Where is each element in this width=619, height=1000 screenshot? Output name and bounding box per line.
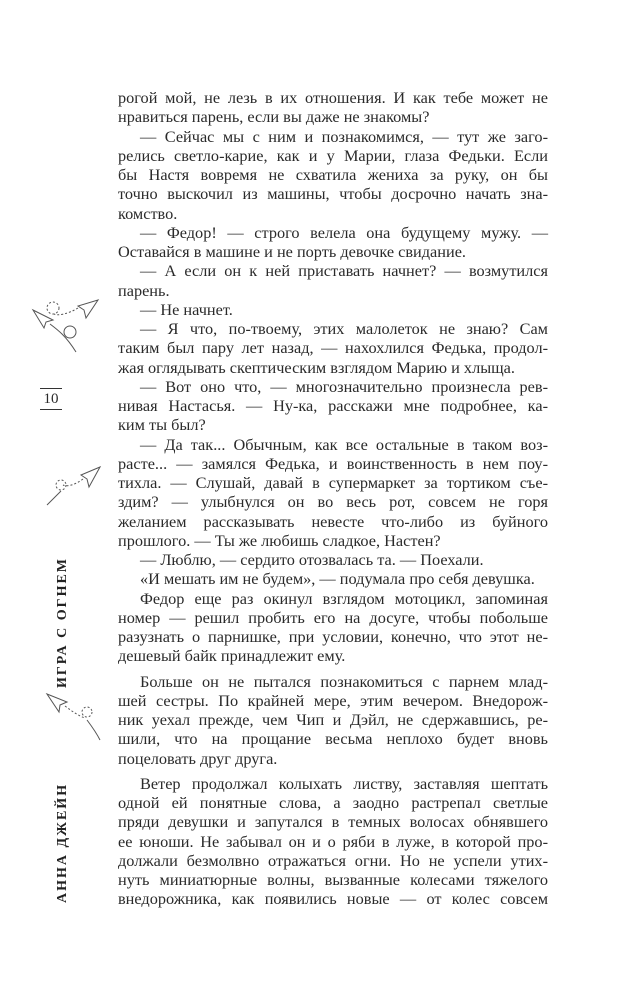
text-line: — Я что, по-твоему, этих малолеток не знаю? Сам [140,319,548,338]
text-line: прошлого. — Ты же любишь сладкое, Настен? [118,530,441,550]
text-line: Федор еще раз окинул взглядом мотоцикл, запоминая [140,588,548,608]
running-author: АННА ДЖЕЙН [55,782,70,903]
body-text [118,88,548,909]
text-line: нивая Настасья. — Ну-ка, расскажи мне подробнее, ка- [118,396,548,415]
text-line: ник уехал прежде, чем Чип и Дэйл, не сдержавшись, ре- [118,710,548,729]
text-line: ким ты был? [118,415,206,435]
text-line: Больше он не пытался познакомиться с парнем млад- [140,671,548,691]
text-line: здим? — улыбнулся он во весь рот, совсем не горя [118,492,548,512]
text-line: — А если он к ней приставать начнет? — возмутился [140,261,548,281]
text-line: должали безмолвно отражаться огни. Но не успели утих- [118,850,548,870]
text-line: — Да так... Обычным, как все остальные в таком воз- [140,434,548,454]
text-line: ее юноши. Не забывал он и о ряби в луже, в которой про- [118,831,548,851]
text-line: Ветер продолжал колыхать листву, заставляя шептать [140,773,548,793]
text-line: — Сейчас мы с ним и познакомимся, — тут же заго- [140,126,548,146]
text-line: — Федор! — строго велела она будущему мужу. — [140,222,548,242]
text-line: — Люблю, — сердито отозвалась та. — Поехали. [140,550,484,569]
text-line: нуть миниатюрные волны, вызванные колесами тяжелого [118,870,548,889]
text-line: желанием рассказывать невесте что-либо из буйного [118,511,548,531]
text-line: разузнать о парнишке, при условии, конечно, что этот не- [118,627,548,646]
text-line: шей сестры. По крайней мере, этим вечером. Внедорож- [118,690,548,710]
text-line: «И мешать им не будем», — подумала про себя девушка. [140,569,535,589]
text-line: нравиться парень, если вы даже не знакомы? [118,107,430,127]
paper-plane-icon [45,690,105,745]
text-line: комство. [118,203,178,223]
text-line: тихла. — Слушай, давай в супермаркет за тортиком съе- [118,473,548,492]
text-line: поцеловать друг друга. [118,748,278,768]
text-line: жая оглядывать скептическим взглядом Марию и хлыща. [118,357,515,377]
paper-plane-icon [45,465,105,510]
text-line: Оставайся в машине и не порть девочке свидание. [118,242,466,261]
text-line: точно выскочил из машины, чтобы досрочно начать зна- [118,184,548,204]
text-line: — Не начнет. [140,299,233,319]
text-line: пряди девушки и запутался в темных волосах обнявшего [118,812,548,832]
text-line: дешевый байк принадлежит ему. [118,646,346,666]
text-line: — Вот оно что, — многозначительно произнесла рев- [140,376,548,396]
text-line: номер — решил пробить его на досуге, чтобы побольше [118,607,548,627]
text-line: расте... — замялся Федька, и воинственность в нем поу- [118,453,548,473]
text-line: парень. [118,280,170,300]
text-line: одной ей понятные слова, а заодно растрепал светлые [118,793,548,812]
running-title: ИГРА С ОГНЕМ [55,556,70,688]
text-line: внедорожника, как появились новые — от колес совсем [118,889,548,909]
text-line: таким был пару лет назад, — нахохлился Федька, продол- [118,338,548,358]
page-number: 10 [40,388,62,410]
text-line: шили, что на прощание весьма неплохо будет вновь [118,729,548,749]
paper-planes-icon [28,292,108,372]
text-line: рогой мой, не лезь в их отношения. И как тебе может не [118,88,548,107]
text-line: релись светло-карие, как и у Марии, глаза Федьки. Если [118,145,548,165]
text-line: бы Настя вовремя не схватила жениха за руку, он бы [118,165,548,184]
